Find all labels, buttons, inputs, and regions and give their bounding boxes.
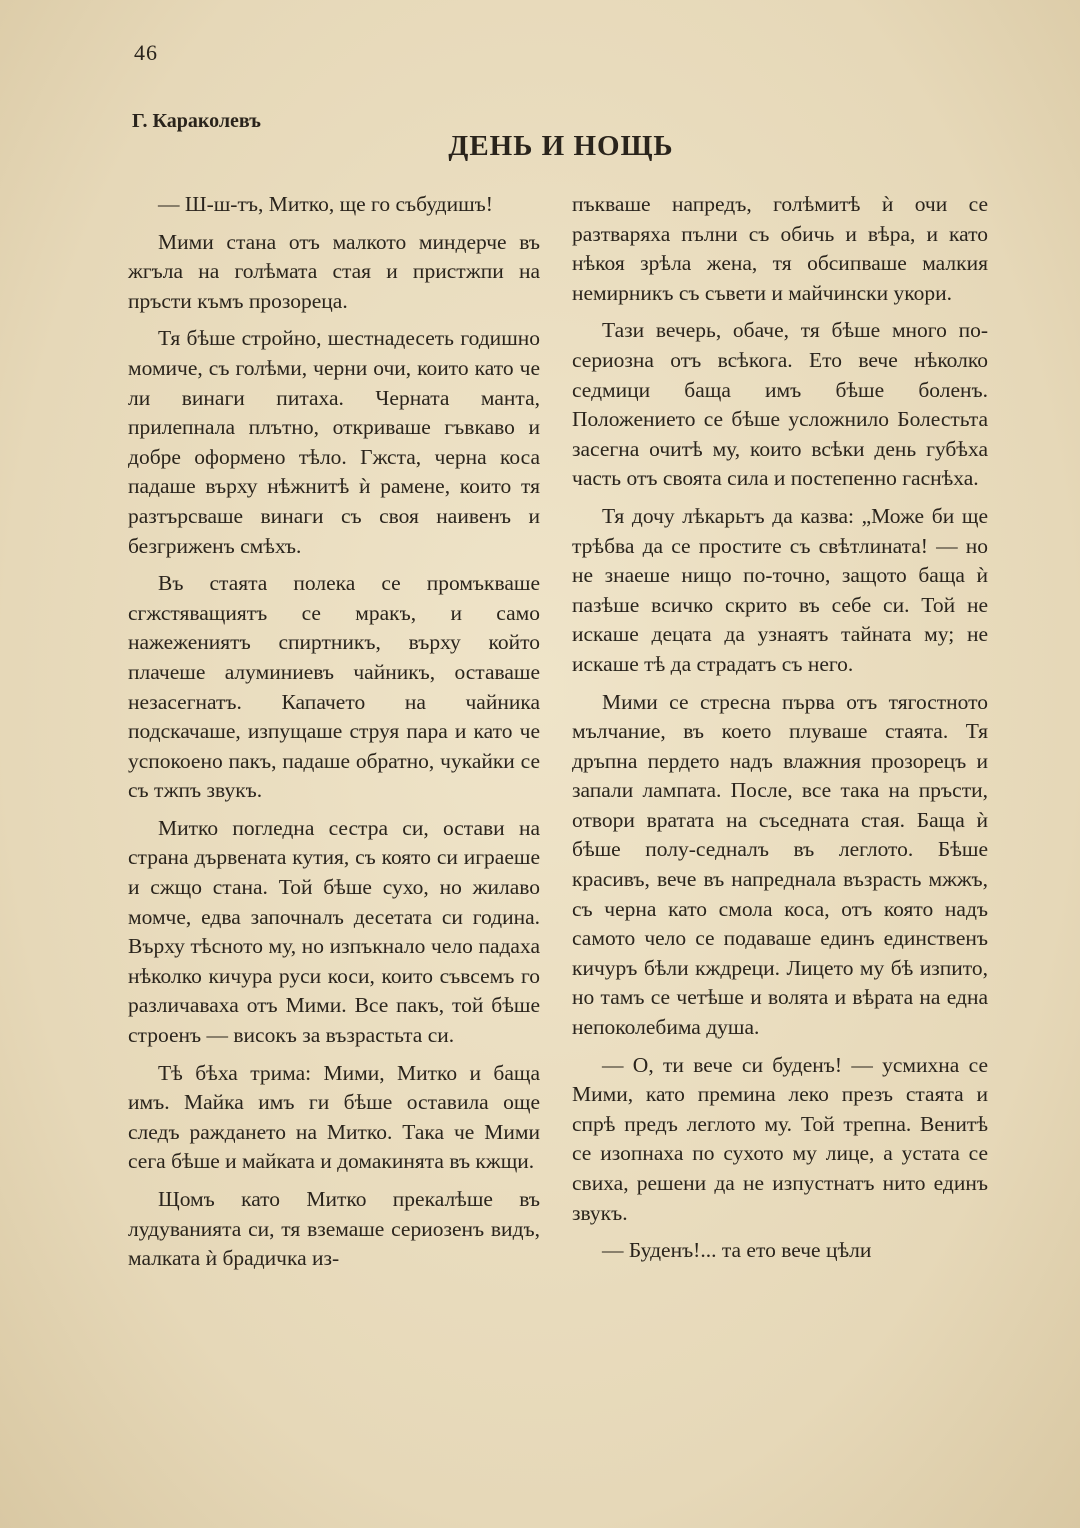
paragraph: — О, ти вече си буденъ! — усмихна се Мими, като премина леко презъ стаята и спрѣ предъ леглото му. Той трепна. Венитѣ се изопнаха по сухото му лице, а устата се свиха, решени да не изпустнатъ нито единъ звукъ. — [572, 1052, 988, 1225]
paragraph: — Буденъ!... та ето вече цѣли — [602, 1238, 872, 1263]
author-name: Г. Караколевъ — [132, 110, 261, 132]
paragraph: Тя дочу лѣкарьтъ да казва: „Може би ще трѣбва да се простите съ свѣтлината! — но не знаеше нищо по-точно, защото баща ѝ пазѣше всичко скрито въ себе си. Той не искаше децата да узнаятъ тайната му; не искаше тѣ да страдатъ съ него. — [572, 503, 988, 676]
paragraph: — Ш-ш-тъ, Митко, ще го събудишъ! — [158, 192, 493, 216]
left-column — [128, 190, 540, 1282]
right-column — [572, 190, 988, 1274]
paragraph: Мими стана отъ малкото миндерче въ жгъла на голѣмата стая и пристжпи на пръсти къмъ прозореца. — [128, 229, 540, 313]
story-title: ДЕНЬ И НОЩЬ — [448, 130, 674, 162]
paragraph-continuation: пъкваше напредъ, голѣмитѣ ѝ очи се разтваряха пълни съ обичь и вѣра, и като нѣкоя зрѣла жена, тя обсипваше малкия немирникъ съ съвети и майчински укори. — [572, 192, 988, 305]
paragraph: Щомъ като Митко прекалѣше въ лудуванията си, тя вземаше сериозенъ видъ, малката ѝ брадичка из- — [128, 1187, 540, 1271]
paragraph: Тя бѣше стройно, шестнадесеть годишно момиче, съ голѣми, черни очи, които като че ли винаги питаха. Черната манта, прилепнала плътно, откриваше гъвкаво и добре оформено тѣло. Гжста, черна коса падаше върху нѣжнитѣ ѝ рамене, които тя разтърсваше винаги съ своя наивенъ и безгриженъ смѣхъ. — [128, 326, 540, 558]
paragraph: Тази вечерь, обаче, тя бѣше много по-сериозна отъ всѣкога. Ето вече нѣколко седмици баща имъ бѣше боленъ. Положението се бѣше усложнило Болестьта засегна очитѣ му, които всѣки день губѣха часть отъ своята сила и постепенно гаснѣха. — [572, 318, 988, 491]
page-number: 46 — [134, 40, 158, 65]
paragraph: Митко погледна сестра си, остави на страна дървената кутия, съ която си играеше и сжщо стана. Той бѣше сухо, но жилаво момче, едва започналъ десетата си година. Върху тѣсното му, но изпъкнало чело падаха нѣколко кичура руси коси, които съвсемъ го различаваха отъ Мими. Все пакъ, той бѣше строенъ — високъ за възрастьта си. — [128, 815, 540, 1048]
paragraph: Мими се стресна първа отъ тягостното мълчание, въ което плуваше стаята. Тя дръпна пердето надъ влажния прозорецъ и запали лампата. После, все така на пръсти, отвори вратата на съседната стая. Баща ѝ бѣше полу-седналъ въ леглото. Бѣше красивъ, вече въ напреднала възрасть мжжъ, съ черна като смола коса, отъ която надъ самото чело се подаваше единъ единственъ кичуръ бѣли кждреци. Лицето му бѣ изпито, но тамъ се четѣше и волята и вѣрата на една непоколебима душа. — [572, 689, 988, 1040]
paragraph: Въ стаята полека се промъкваше сгжстяващиятъ се мракъ, и само нажежениятъ спиртникъ, върху който плачеше алуминиевъ чайникъ, оставаше незасегнатъ. Капачето на чайника подскачаше, изпущаше струя пара и като че успокоено пакъ, падаше обратно, чукайки се съ тжпъ звукъ. — [128, 571, 540, 803]
paragraph: Тѣ бѣха трима: Мими, Митко и баща имъ. Майка имъ ги бѣше оставила още следъ раждането на Митко. Така че Мими сега бѣше и майката и домакинята въ кжщи. — [128, 1060, 540, 1174]
